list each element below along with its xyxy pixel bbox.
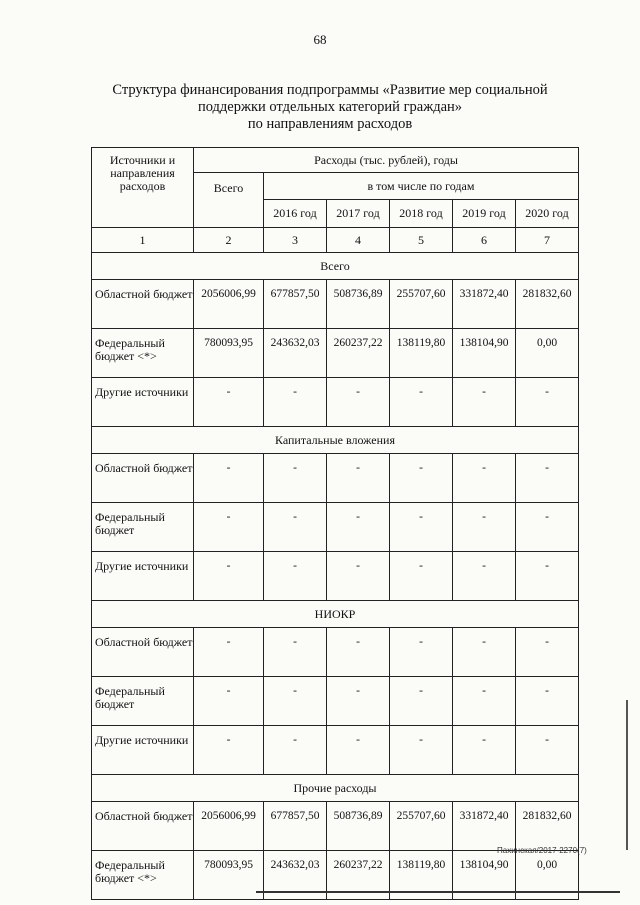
table-row (92, 552, 579, 601)
row-label: Федеральный бюджет (92, 677, 194, 726)
value-cell: 138119,80 (390, 851, 453, 900)
page-number: 68 (313, 32, 327, 47)
row-label: Другие источники (92, 726, 194, 775)
value-cell: 138104,90 (453, 329, 516, 378)
value-cell: - (516, 628, 579, 677)
value-cell: - (264, 552, 327, 601)
value-cell: - (264, 454, 327, 503)
value-cell: - (264, 503, 327, 552)
table-row (92, 454, 579, 503)
row-label: Другие источники (92, 378, 194, 427)
value-cell: - (453, 628, 516, 677)
total-header: Всего (194, 173, 264, 228)
value-cell: - (327, 454, 390, 503)
value-cell: 281832,60 (516, 280, 579, 329)
value-cell: - (194, 552, 264, 601)
value-cell: 2056006,99 (194, 280, 264, 329)
section-title: НИОКР (92, 601, 579, 628)
value-cell: - (264, 677, 327, 726)
value-cell: - (194, 503, 264, 552)
value-cell: 255707,60 (390, 802, 453, 851)
value-cell: - (453, 677, 516, 726)
row-label: Федеральный бюджет (92, 503, 194, 552)
value-cell: - (194, 677, 264, 726)
value-cell: - (453, 503, 516, 552)
value-cell: 0,00 (516, 329, 579, 378)
value-cell: 0,00 (516, 851, 579, 900)
table-row (92, 802, 579, 851)
value-cell: 260237,22 (327, 329, 390, 378)
value-cell: - (390, 378, 453, 427)
value-cell: - (327, 552, 390, 601)
value-cell: - (516, 378, 579, 427)
value-cell: - (194, 628, 264, 677)
section-title: Капитальные вложения (92, 427, 579, 454)
column-number: 5 (390, 228, 453, 253)
value-cell: 677857,50 (264, 280, 327, 329)
row-label: Федеральный бюджет <*> (92, 329, 194, 378)
year-header: 2019 год (453, 200, 516, 228)
value-cell: 260237,22 (327, 851, 390, 900)
value-cell: - (194, 454, 264, 503)
column-number: 2 (194, 228, 264, 253)
year-header: 2016 год (264, 200, 327, 228)
value-cell: 255707,60 (390, 280, 453, 329)
column-number: 4 (327, 228, 390, 253)
year-header: 2018 год (390, 200, 453, 228)
value-cell: 780093,95 (194, 329, 264, 378)
section-row (92, 775, 579, 802)
section-row (92, 427, 579, 454)
value-cell: - (264, 378, 327, 427)
financing-table (91, 147, 579, 900)
value-cell: - (327, 677, 390, 726)
title-line: по направлениям расходов (247, 116, 413, 132)
column-number: 7 (516, 228, 579, 253)
value-cell: - (516, 726, 579, 775)
source-header: Источники и направления расходов (92, 148, 194, 228)
scan-edge-mark (626, 700, 628, 850)
value-cell: - (390, 726, 453, 775)
bottom-divider (256, 891, 620, 893)
section-row (92, 601, 579, 628)
title-line: поддержки отдельных категорий граждан» (197, 99, 463, 115)
column-number: 3 (264, 228, 327, 253)
row-label: Федеральный бюджет <*> (92, 851, 194, 900)
year-header: 2020 год (516, 200, 579, 228)
section-title: Прочие расходы (92, 775, 579, 802)
value-cell: 2056006,99 (194, 802, 264, 851)
value-cell: - (390, 628, 453, 677)
value-cell: - (390, 552, 453, 601)
column-number: 1 (92, 228, 194, 253)
table-row (92, 329, 579, 378)
by-year-header: в том числе по годам (264, 173, 579, 200)
title-line: Структура финансирования подпрограммы «Развитие мер социальной (112, 82, 548, 98)
value-cell: - (453, 454, 516, 503)
value-cell: 331872,40 (453, 802, 516, 851)
value-cell: 243632,03 (264, 851, 327, 900)
footer-code: Пахинская/2017-2270(7) (497, 846, 587, 855)
table-row (92, 628, 579, 677)
value-cell: 508736,89 (327, 280, 390, 329)
row-label: Другие источники (92, 552, 194, 601)
value-cell: 780093,95 (194, 851, 264, 900)
section-title: Всего (92, 253, 579, 280)
value-cell: - (453, 552, 516, 601)
value-cell: - (516, 454, 579, 503)
year-header: 2017 год (327, 200, 390, 228)
value-cell: 677857,50 (264, 802, 327, 851)
table-row (92, 726, 579, 775)
value-cell: - (194, 378, 264, 427)
column-number-row (92, 228, 579, 253)
value-cell: - (327, 628, 390, 677)
table-row (92, 378, 579, 427)
value-cell: 243632,03 (264, 329, 327, 378)
value-cell: - (516, 677, 579, 726)
table-row (92, 503, 579, 552)
row-label: Областной бюджет (92, 280, 194, 329)
value-cell: - (516, 503, 579, 552)
value-cell: - (453, 726, 516, 775)
value-cell: - (264, 628, 327, 677)
row-label: Областной бюджет (92, 454, 194, 503)
value-cell: - (264, 726, 327, 775)
row-label: Областной бюджет (92, 802, 194, 851)
value-cell: - (390, 454, 453, 503)
value-cell: - (390, 503, 453, 552)
value-cell: 138119,80 (390, 329, 453, 378)
value-cell: - (516, 552, 579, 601)
value-cell: 331872,40 (453, 280, 516, 329)
value-cell: - (327, 378, 390, 427)
table-body (92, 253, 579, 900)
table-row (92, 280, 579, 329)
value-cell: 508736,89 (327, 802, 390, 851)
value-cell: - (327, 726, 390, 775)
table-row (92, 677, 579, 726)
section-row (92, 253, 579, 280)
value-cell: - (194, 726, 264, 775)
value-cell: - (390, 677, 453, 726)
value-cell: 281832,60 (516, 802, 579, 851)
document-title (60, 82, 600, 133)
value-cell: - (327, 503, 390, 552)
column-number: 6 (453, 228, 516, 253)
row-label: Областной бюджет (92, 628, 194, 677)
expenses-header: Расходы (тыс. рублей), годы (194, 148, 579, 173)
value-cell: 138104,90 (453, 851, 516, 900)
value-cell: - (453, 378, 516, 427)
